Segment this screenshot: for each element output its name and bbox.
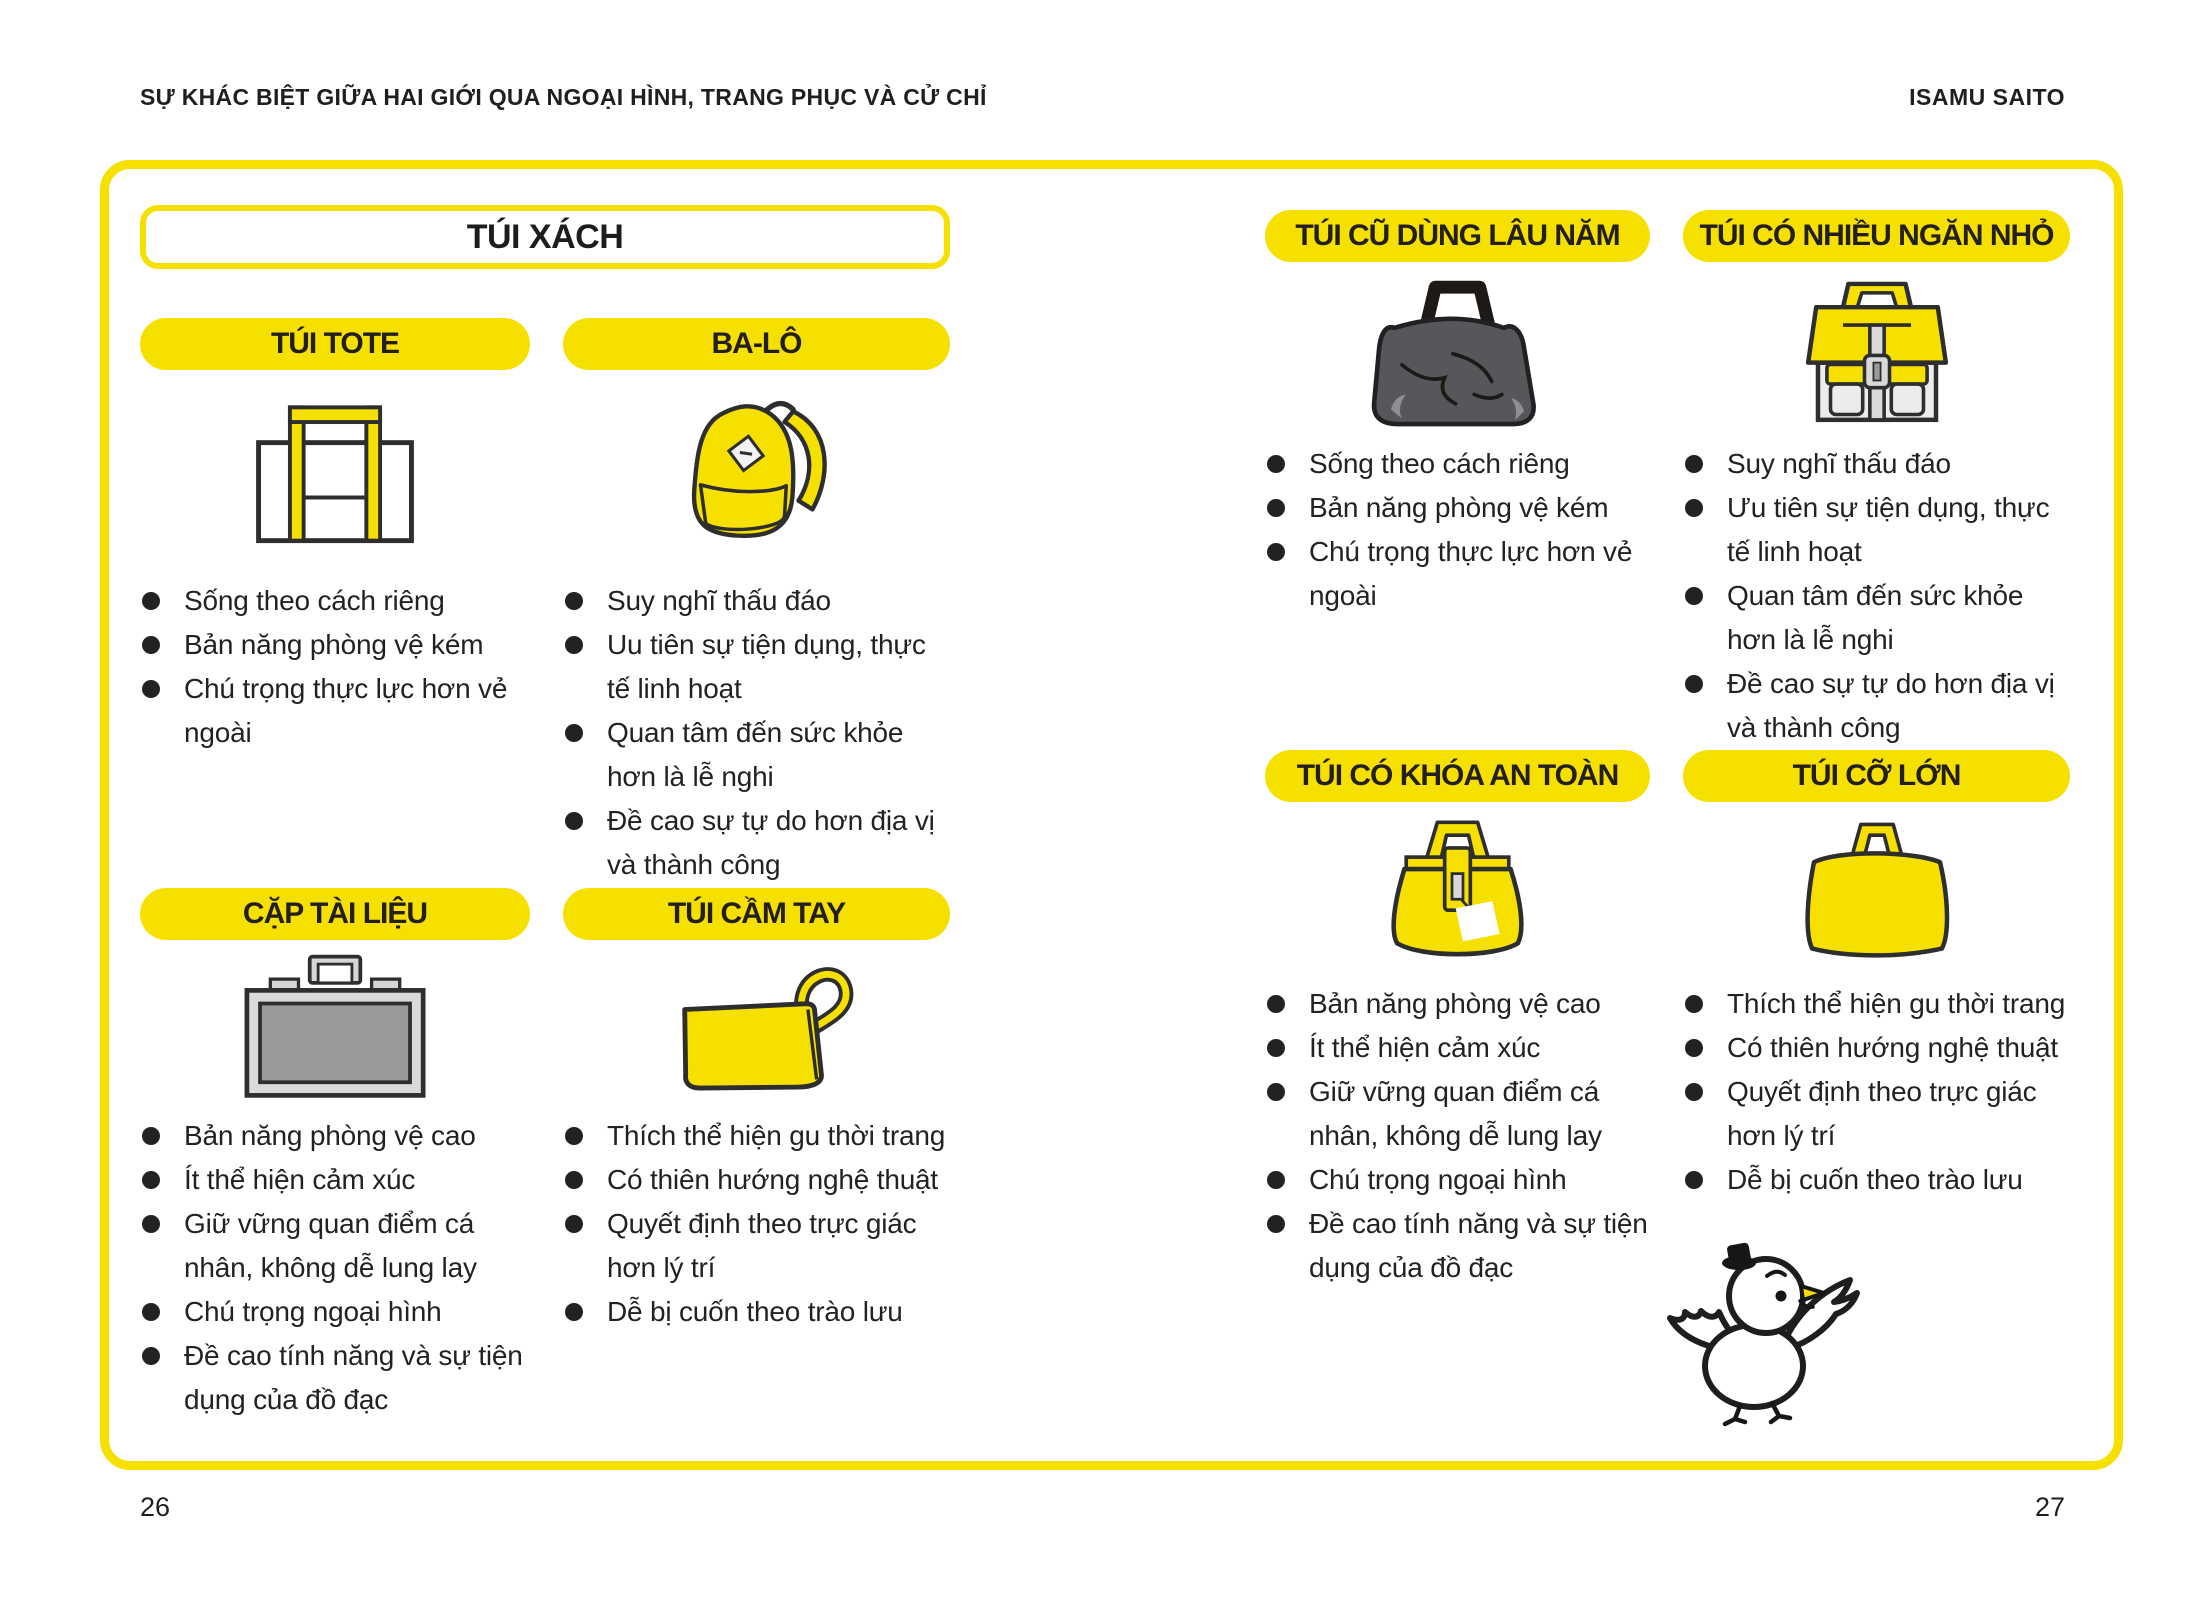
bullet-dot xyxy=(565,636,583,654)
bullet-dot xyxy=(565,1303,583,1321)
bullet-dot xyxy=(142,680,160,698)
trait-item: Bản năng phòng vệ cao xyxy=(140,1114,530,1158)
bullet-dot xyxy=(1685,995,1703,1013)
trait-item: Chú trọng thực lực hơn vẻ ngoài xyxy=(1265,530,1650,618)
trait-item: Bản năng phòng vệ kém xyxy=(140,623,530,667)
trait-item: Suy nghĩ thấu đáo xyxy=(563,579,950,623)
trait-item: Suy nghĩ thấu đáo xyxy=(1683,442,2070,486)
section-tui-co-khoa-an-toan xyxy=(1265,750,1650,1290)
bullet-dot xyxy=(565,592,583,610)
trait-item: Ưu tiên sự tiện dụng, thực tế linh hoạt xyxy=(1683,486,2070,574)
bullet-dot xyxy=(1267,543,1285,561)
trait-item: Chú trọng thực lực hơn vẻ ngoài xyxy=(140,667,530,755)
bullet-dot xyxy=(142,1127,160,1145)
trait-item: Dễ bị cuốn theo trào lưu xyxy=(563,1290,950,1334)
trait-item: Có thiên hướng nghệ thuật xyxy=(563,1158,950,1202)
trait-item: Giữ vững quan điểm cá nhân, không dễ lung lay xyxy=(140,1202,530,1290)
page-title: TÚI XÁCH xyxy=(140,205,950,269)
trait-item: Dễ bị cuốn theo trào lưu xyxy=(1683,1158,2070,1202)
bird-mascot-illustration xyxy=(1648,1238,1868,1433)
backpack-icon xyxy=(563,370,950,577)
bullet-dot xyxy=(565,812,583,830)
bullet-dot xyxy=(1685,1083,1703,1101)
bullet-dot xyxy=(142,1171,160,1189)
bullet-dot xyxy=(1685,675,1703,693)
bullet-dot xyxy=(1267,499,1285,517)
section-header-tui-co-lon: TÚI CỠ LỚN xyxy=(1683,750,2070,802)
trait-list xyxy=(1683,440,2070,750)
trait-list xyxy=(1683,980,2070,1202)
trait-item: Bản năng phòng vệ cao xyxy=(1265,982,1650,1026)
bullet-dot xyxy=(565,1171,583,1189)
bullet-dot xyxy=(565,724,583,742)
bullet-dot xyxy=(1267,995,1285,1013)
bullet-dot xyxy=(142,1303,160,1321)
section-tui-co-lon xyxy=(1683,750,2070,1202)
trait-item: Đề cao sự tự do hơn địa vị và thành công xyxy=(563,799,950,887)
bullet-dot xyxy=(1267,1039,1285,1057)
running-title: SỰ KHÁC BIỆT GIỮA HAI GIỚI QUA NGOẠI HÌNH, TRANG PHỤC VÀ CỬ CHỈ xyxy=(140,84,987,110)
clutch-bag-icon xyxy=(563,940,950,1112)
bullet-dot xyxy=(142,636,160,654)
trait-list xyxy=(1265,440,1650,618)
section-header-tui-cam-tay: TÚI CẦM TAY xyxy=(563,888,950,940)
trait-item: Sống theo cách riêng xyxy=(1265,442,1650,486)
trait-item: Quyết định theo trực giác hơn lý trí xyxy=(1683,1070,2070,1158)
locked-bag-icon xyxy=(1265,802,1650,980)
bullet-dot xyxy=(565,1127,583,1145)
tote-bag-icon xyxy=(140,370,530,577)
trait-item: Đề cao tính năng và sự tiện dụng của đồ đạc xyxy=(1265,1202,1650,1290)
large-bag-icon xyxy=(1683,802,2070,980)
section-header-tui-cu: TÚI CŨ DÙNG LÂU NĂM xyxy=(1265,210,1650,262)
section-cap-tai-lieu xyxy=(140,888,530,1422)
trait-item: Chú trọng ngoại hình xyxy=(140,1290,530,1334)
section-header-tui-tote: TÚI TOTE xyxy=(140,318,530,370)
trait-list xyxy=(140,1112,530,1422)
trait-list xyxy=(1265,980,1650,1290)
section-tui-tote xyxy=(140,318,530,755)
trait-item: Bản năng phòng vệ kém xyxy=(1265,486,1650,530)
page-number-right: 27 xyxy=(2034,1492,2065,1522)
trait-list xyxy=(140,577,530,755)
bullet-dot xyxy=(1267,1083,1285,1101)
trait-item: Giữ vững quan điểm cá nhân, không dễ lung lay xyxy=(1265,1070,1650,1158)
bullet-dot xyxy=(1685,1171,1703,1189)
section-header-ba-lo: BA-LÔ xyxy=(563,318,950,370)
bullet-dot xyxy=(1267,455,1285,473)
trait-item: Ít thể hiện cảm xúc xyxy=(1265,1026,1650,1070)
bullet-dot xyxy=(1685,455,1703,473)
section-header-cap-tai-lieu: CẶP TÀI LIỆU xyxy=(140,888,530,940)
trait-list xyxy=(563,1112,950,1334)
trait-list xyxy=(563,577,950,887)
page-number-left: 26 xyxy=(140,1492,171,1522)
trait-item: Sống theo cách riêng xyxy=(140,579,530,623)
bullet-dot xyxy=(142,592,160,610)
trait-item: Có thiên hướng nghệ thuật xyxy=(1683,1026,2070,1070)
trait-item: Thích thể hiện gu thời trang xyxy=(563,1114,950,1158)
old-worn-bag-icon xyxy=(1265,262,1650,440)
trait-item: Ít thể hiện cảm xúc xyxy=(140,1158,530,1202)
trait-item: Quyết định theo trực giác hơn lý trí xyxy=(563,1202,950,1290)
bullet-dot xyxy=(1685,499,1703,517)
trait-item: Chú trọng ngoại hình xyxy=(1265,1158,1650,1202)
author-name: ISAMU SAITO xyxy=(1909,84,2065,110)
bullet-dot xyxy=(1267,1215,1285,1233)
trait-item: Thích thể hiện gu thời trang xyxy=(1683,982,2070,1026)
bullet-dot xyxy=(1685,1039,1703,1057)
bullet-dot xyxy=(142,1215,160,1233)
trait-item: Đề cao sự tự do hơn địa vị và thành công xyxy=(1683,662,2070,750)
section-ba-lo xyxy=(563,318,950,887)
trait-item: Quan tâm đến sức khỏe hơn là lễ nghi xyxy=(1683,574,2070,662)
bullet-dot xyxy=(142,1347,160,1365)
trait-item: Uu tiên sự tiện dụng, thực tế linh hoạt xyxy=(563,623,950,711)
bullet-dot xyxy=(1685,587,1703,605)
trait-item: Quan tâm đến sức khỏe hơn là lễ nghi xyxy=(563,711,950,799)
section-tui-cu-dung-lau-nam xyxy=(1265,210,1650,618)
bullet-dot xyxy=(1267,1171,1285,1189)
briefcase-icon xyxy=(140,940,530,1112)
trait-item: Đề cao tính năng và sự tiện dụng của đồ đạc xyxy=(140,1334,530,1422)
section-header-tui-khoa: TÚI CÓ KHÓA AN TOÀN xyxy=(1265,750,1650,802)
section-header-tui-nhieu-ngan: TÚI CÓ NHIỀU NGĂN NHỎ xyxy=(1683,210,2070,262)
section-tui-cam-tay xyxy=(563,888,950,1334)
multi-pocket-bag-icon xyxy=(1683,262,2070,440)
bullet-dot xyxy=(565,1215,583,1233)
section-tui-co-nhieu-ngan-nho xyxy=(1683,210,2070,750)
